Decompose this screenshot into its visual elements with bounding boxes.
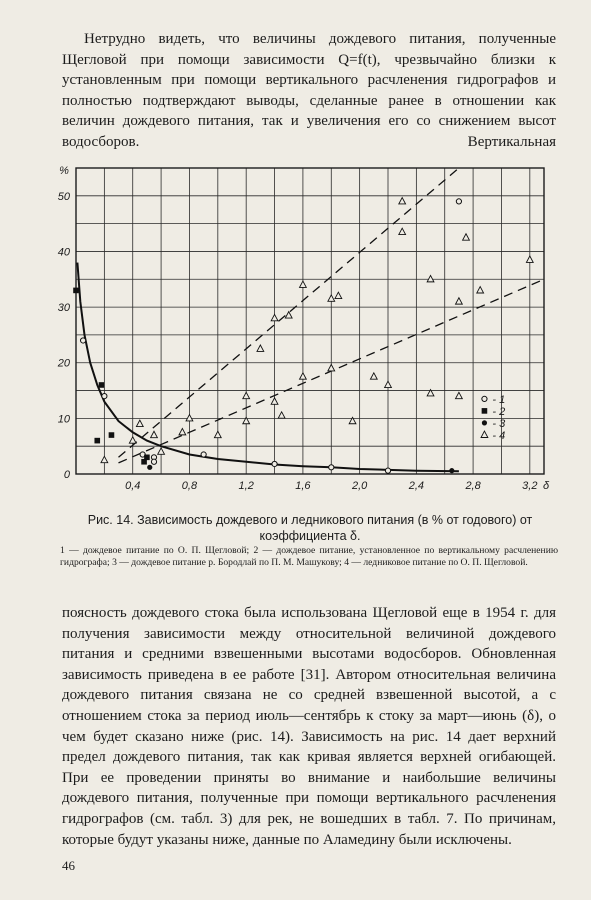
data-point-series-4	[271, 398, 278, 404]
data-point-series-1	[80, 338, 85, 343]
figure-caption: Рис. 14. Зависимость дождевого и ледникового питания (в % от годового) от коэффициента δ.	[87, 513, 533, 543]
data-point-series-4	[151, 431, 158, 437]
data-point-series-2	[73, 288, 79, 294]
data-point-series-4	[456, 392, 463, 398]
figure-14-chart	[56, 162, 556, 507]
data-point-series-4	[136, 420, 143, 426]
y-tick-label: 30	[57, 302, 70, 315]
y-tick-label: 40	[57, 246, 70, 259]
x-tick-label: 2,4	[408, 480, 425, 492]
data-point-series-4	[278, 412, 285, 418]
x-tick-label: 3,2	[522, 480, 538, 492]
data-point-series-4	[186, 415, 193, 421]
paragraph-top: Нетрудно видеть, что величины дождевого питания, полученные Щегловой при помощи зависимости Q=f(t), чрезвычайно близки к установленным при помощи вертикального расчленения гидрографов и полностью подтверждают выводы, сделанные ранее в отношении как величин дождевого питания, так и увеличения его со снижением высот водосборов. Вертикальная	[62, 31, 556, 150]
data-point-series-1	[385, 468, 390, 473]
data-point-series-4	[399, 228, 406, 234]
legend-marker-4	[481, 431, 488, 437]
x-tick-label: 0,4	[125, 480, 141, 492]
data-point-series-4	[463, 234, 470, 240]
data-point-series-4	[214, 431, 221, 437]
x-tick-label: 0,8	[181, 480, 198, 492]
data-point-series-4	[335, 292, 342, 298]
legend-label-3: - 3	[492, 417, 506, 430]
data-point-series-4	[328, 295, 335, 301]
data-point-series-1	[102, 394, 107, 399]
data-point-series-4	[477, 287, 484, 293]
data-point-series-4	[300, 281, 307, 287]
data-point-series-1	[329, 465, 334, 470]
data-point-series-4	[328, 364, 335, 370]
y-tick-label: 0	[63, 469, 70, 481]
y-tick-label: 50	[57, 190, 70, 203]
data-point-series-4	[179, 428, 186, 434]
x-axis-letter: δ	[542, 480, 550, 492]
data-point-series-1	[151, 459, 156, 464]
data-point-series-4	[526, 256, 533, 262]
page-number: 46	[62, 858, 75, 873]
data-point-series-1	[201, 452, 206, 457]
data-point-series-2	[144, 455, 150, 461]
data-point-series-4	[243, 392, 250, 398]
data-point-series-4	[271, 314, 278, 320]
data-point-series-3	[449, 468, 454, 473]
x-tick-label: 1,6	[295, 480, 311, 492]
data-point-series-4	[427, 275, 434, 281]
data-point-series-4	[399, 198, 406, 204]
data-point-series-2	[94, 438, 100, 444]
legend-label-4: - 4	[492, 429, 506, 442]
data-point-series-4	[456, 298, 463, 304]
x-tick-label: 2,0	[351, 480, 368, 492]
paragraph-bottom: поясность дождевого стока была использована Щегловой еще в 1954 г. для получения зависимости между относительной величиной дождевого питания и средними взвешенными высотами водосборов. Обновленная зависимость приведена в ее работе [31]. Автором относительная величина дождевого питания связана не со средней взвешенной высотой, а с отношением стока за период июль—сентябрь к стоку за март—июнь (δ), о чем будет сказано ниже (рис. 14). Зависимость на рис. 14 дает верхний предел дождевого питания, так как кривая является верхней огибающей. При ее проведении приняты во внимание и наибольшие величины дождевого питания, полученные при помощи вертикального расчленения гидрографов (см. табл. 3) для рек, не вошедших в табл. 7. По причинам, которые будут указаны ниже, данные по Аламедину были исключены.	[62, 605, 556, 848]
legend-label-1: - 1	[492, 393, 506, 406]
x-tick-label: 2,8	[465, 480, 481, 492]
data-point-series-1	[456, 199, 461, 204]
data-point-series-3	[147, 465, 152, 470]
y-tick-label: 10	[57, 413, 70, 426]
data-point-series-4	[257, 345, 264, 351]
legend-marker-3	[482, 420, 487, 425]
data-point-series-1	[272, 461, 277, 466]
data-point-series-4	[101, 456, 108, 462]
data-point-series-4	[385, 381, 392, 387]
data-point-series-4	[285, 312, 292, 318]
data-point-series-2	[109, 432, 115, 438]
legend-marker-1	[482, 396, 487, 401]
data-point-series-4	[129, 437, 136, 443]
chart-svg	[56, 162, 556, 507]
legend-marker-2	[482, 408, 488, 414]
y-tick-label: 20	[57, 357, 70, 370]
figure-legend-note: 1 — дождевое питание по О. П. Щегловой; 2 — дождевое питание, установленное по вертикальному расчленению гидрографа; 3 — дождевое питание р. Бородлай по П. М. Машукову; 4 — ледниковое питание по О. П. Щегловой.	[60, 545, 558, 569]
data-point-series-4	[300, 373, 307, 379]
plot-frame	[76, 168, 544, 474]
data-point-series-2	[99, 382, 105, 388]
legend-label-2: - 2	[492, 405, 506, 418]
data-point-series-4	[158, 448, 165, 454]
y-unit-label: %	[59, 165, 69, 177]
data-point-series-4	[370, 373, 377, 379]
x-tick-label: 1,2	[238, 480, 254, 492]
